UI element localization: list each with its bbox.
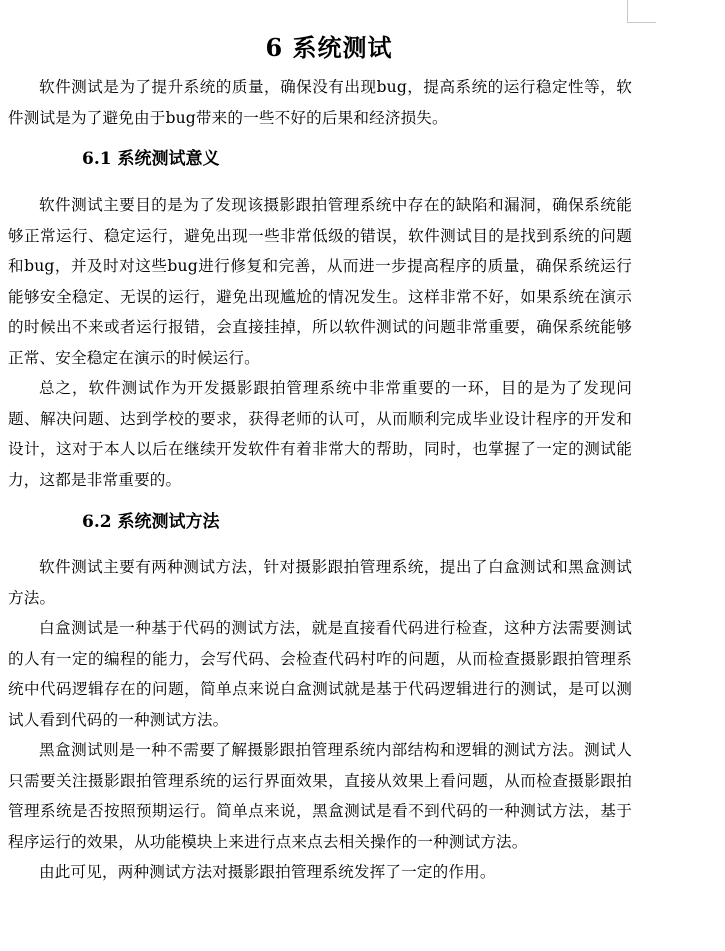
chapter-title: 6 系统测试 — [265, 33, 393, 62]
section1-paragraph: 软件测试主要目的是为了发现该摄影跟拍管理系统中存在的缺陷和漏洞，确保系统能够正常运行、稳定运行，避免出现一些非常低级的错误，软件测试目的是找到系统的问题和bug，并及时对这些bug进行修复和完善，从而进一步提高程序的质量，确保系统运行能够安全稳定、无误的运行，避免出现尴尬的情况发生。这样非常不好，如果系统在演示的时候出不来或者运行报错，会直接挂掉，所以软件测试的问题非常重要，确保系统能够正常、安全稳定在演示的时候运行。 — [8, 196, 632, 367]
section1-paragraph: 总之，软件测试作为开发摄影跟拍管理系统中非常重要的一环，目的是为了发现问题、解决问题、达到学校的要求，获得老师的认可，从而顺利完成毕业设计程序的开发和设计，这对于本人以后在继续开发软件有着非常大的帮助，同时，也掌握了一定的测试能力，这都是非常重要的。 — [8, 379, 632, 489]
section-heading-6-2: 6.2 系统测试方法 — [82, 512, 220, 532]
section2-paragraph: 白盒测试是一种基于代码的测试方法，就是直接看代码进行检查，这种方法需要测试的人有一定的编程的能力，会写代码、会检查代码村咋的问题，从而检查摄影跟拍管理系统中代码逻辑存在的问题，简单点来说白盒测试就是基于代码逻辑进行的测试，是可以测试人看到代码的一种测试方法。 — [8, 619, 632, 729]
section-heading-6-1: 6.1 系统测试意义 — [82, 149, 220, 169]
section2-paragraph: 黑盒测试则是一种不需要了解摄影跟拍管理系统内部结构和逻辑的测试方法。测试人只需要关注摄影跟拍管理系统的运行界面效果，直接从效果上看问题，从而检查摄影跟拍管理系统是否按照预期运行。简单点来说，黑盒测试是看不到代码的一种测试方法，基于程序运行的效果，从功能模块上来进行点来点去相关操作的一种测试方法。 — [8, 741, 632, 851]
document-content — [8, 28, 632, 888]
section2-paragraph: 软件测试主要有两种测试方法，针对摄影跟拍管理系统，提出了白盒测试和黑盒测试方法。 — [8, 558, 632, 607]
section2-paragraph: 由此可见，两种测试方法对摄影跟拍管理系统发挥了一定的作用。 — [39, 863, 496, 881]
intro-paragraph: 软件测试是为了提升系统的质量，确保没有出现bug，提高系统的运行稳定性等，软件测试是为了避免由于bug带来的一些不好的后果和经济损失。 — [8, 78, 632, 127]
page-corner-mark — [627, 0, 656, 23]
